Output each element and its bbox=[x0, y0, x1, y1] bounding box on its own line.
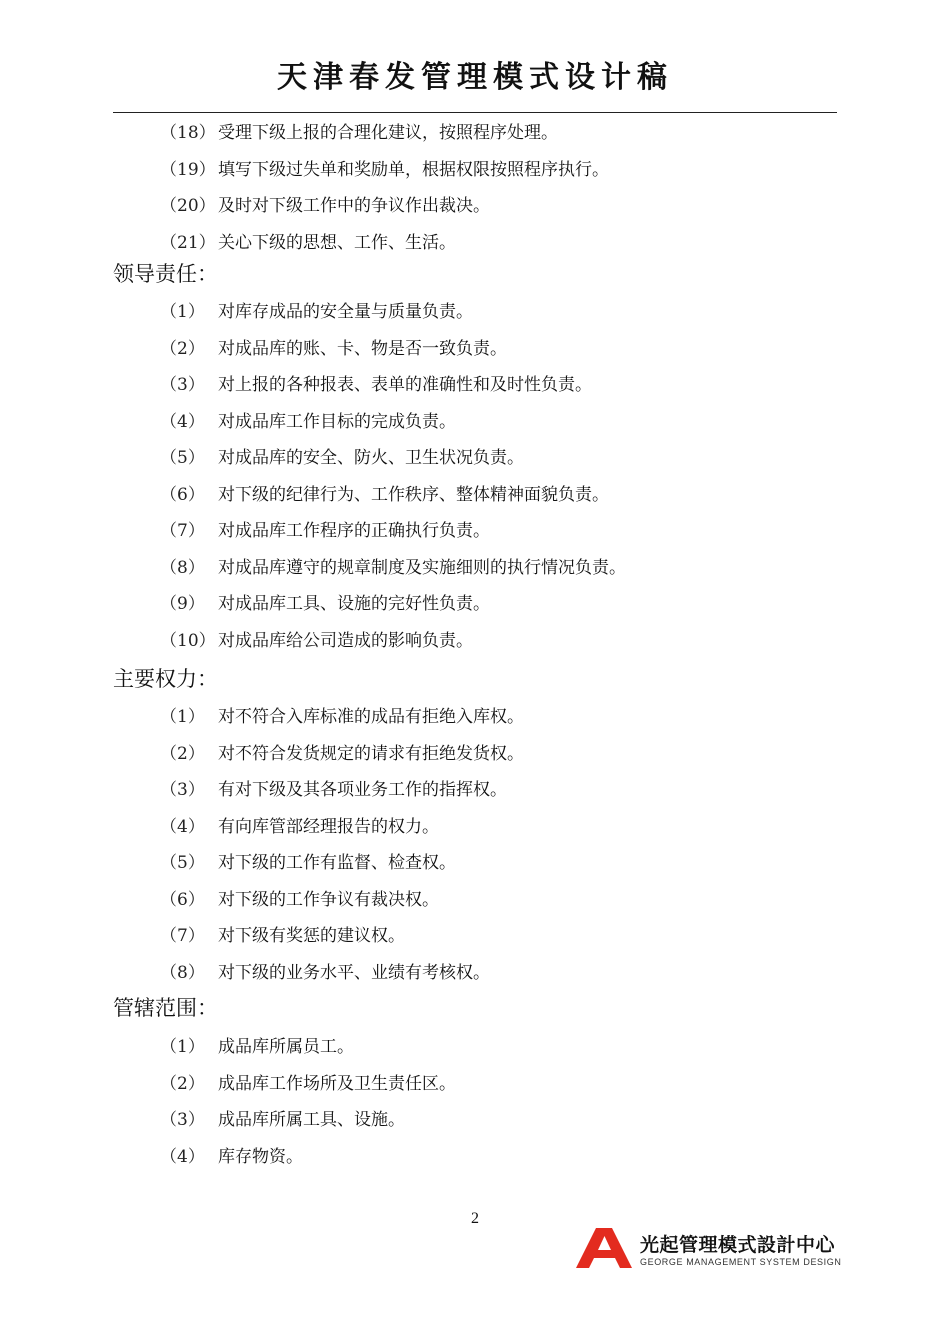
list-item-number: （7） bbox=[160, 926, 205, 946]
section-heading: 领导责任： bbox=[113, 262, 218, 286]
list-item-number: （21） bbox=[160, 232, 216, 253]
list-item-number: （7） bbox=[160, 521, 205, 541]
list-item-number: （3） bbox=[160, 780, 205, 800]
list-item-text: 对下级有奖惩的建议权。 bbox=[218, 926, 405, 946]
list-item-text: 对成品库工具、设施的完好性负责。 bbox=[218, 594, 490, 614]
section-heading: 主要权力： bbox=[113, 667, 218, 691]
logo-chinese-name: 光起管理模式設計中心 bbox=[640, 1234, 836, 1256]
list-item-number: （5） bbox=[160, 853, 205, 873]
section-heading: 管辖范围： bbox=[113, 996, 218, 1020]
list-item-number: （2） bbox=[160, 338, 205, 359]
list-item-number: （1） bbox=[160, 302, 205, 322]
list-item-text: 有对下级及其各项业务工作的指挥权。 bbox=[218, 780, 507, 800]
logo-a-icon bbox=[576, 1228, 632, 1268]
list-item-number: （19） bbox=[160, 159, 216, 180]
list-item-text: 对下级的工作争议有裁决权。 bbox=[218, 889, 439, 910]
list-item-text: 库存物资。 bbox=[218, 1146, 303, 1167]
list-item-text: 成品库工作场所及卫生责任区。 bbox=[218, 1073, 456, 1094]
list-item-number: （2） bbox=[160, 1073, 205, 1094]
list-item-number: （2） bbox=[160, 743, 205, 764]
header-divider bbox=[113, 112, 837, 113]
list-item-text: 成品库所属工具、设施。 bbox=[218, 1110, 405, 1130]
list-item-number: （1） bbox=[160, 1037, 205, 1057]
list-item-text: 对上报的各种报表、表单的准确性和及时性负责。 bbox=[218, 375, 592, 395]
list-item-text: 对下级的工作有监督、检查权。 bbox=[218, 853, 456, 873]
list-item-number: （6） bbox=[160, 484, 205, 505]
list-item-number: （6） bbox=[160, 889, 205, 910]
list-item-number: （9） bbox=[160, 594, 205, 614]
list-item-text: 受理下级上报的合理化建议，按照程序处理。 bbox=[218, 123, 558, 143]
list-item-number: （4） bbox=[160, 411, 205, 432]
list-item-number: （3） bbox=[160, 1110, 205, 1130]
page-number: 2 bbox=[471, 1210, 479, 1227]
list-item-text: 对成品库的安全、防火、卫生状况负责。 bbox=[218, 448, 524, 468]
list-item-text: 对成品库遵守的规章制度及实施细则的执行情况负责。 bbox=[218, 557, 626, 578]
list-item-text: 对库存成品的安全量与质量负责。 bbox=[218, 302, 473, 322]
company-logo bbox=[576, 1228, 846, 1272]
list-item-text: 对不符合发货规定的请求有拒绝发货权。 bbox=[218, 743, 524, 764]
list-item-number: （4） bbox=[160, 1146, 205, 1167]
list-item-number: （4） bbox=[160, 816, 205, 837]
logo-english-name: GEORGE MANAGEMENT SYSTEM DESIGN bbox=[640, 1257, 842, 1267]
list-item-text: 对不符合入库标准的成品有拒绝入库权。 bbox=[218, 707, 524, 727]
list-item-text: 对成品库给公司造成的影响负责。 bbox=[218, 630, 473, 651]
list-item-number: （8） bbox=[160, 557, 205, 578]
list-item-text: 对成品库工作程序的正确执行负责。 bbox=[218, 521, 490, 541]
list-item-number: （20） bbox=[160, 196, 216, 216]
list-item-number: （10） bbox=[160, 630, 216, 651]
list-item-text: 成品库所属员工。 bbox=[218, 1037, 354, 1057]
list-item-text: 对成品库的账、卡、物是否一致负责。 bbox=[218, 338, 507, 359]
list-item-text: 关心下级的思想、工作、生活。 bbox=[218, 232, 456, 253]
list-item-number: （18） bbox=[160, 123, 216, 143]
list-item-text: 及时对下级工作中的争议作出裁决。 bbox=[218, 196, 490, 216]
list-item-number: （1） bbox=[160, 707, 205, 727]
list-item-text: 对下级的纪律行为、工作秩序、整体精神面貌负责。 bbox=[218, 484, 609, 505]
list-item-text: 填写下级过失单和奖励单，根据权限按照程序执行。 bbox=[218, 159, 609, 180]
list-item-text: 对下级的业务水平、业绩有考核权。 bbox=[218, 962, 490, 983]
list-item-text: 有向库管部经理报告的权力。 bbox=[218, 816, 439, 837]
page-header-title: 天津春发管理模式设计稿 bbox=[277, 60, 673, 95]
list-item-number: （8） bbox=[160, 962, 205, 983]
list-item-number: （5） bbox=[160, 448, 205, 468]
list-item-text: 对成品库工作目标的完成负责。 bbox=[218, 411, 456, 432]
list-item-number: （3） bbox=[160, 375, 205, 395]
